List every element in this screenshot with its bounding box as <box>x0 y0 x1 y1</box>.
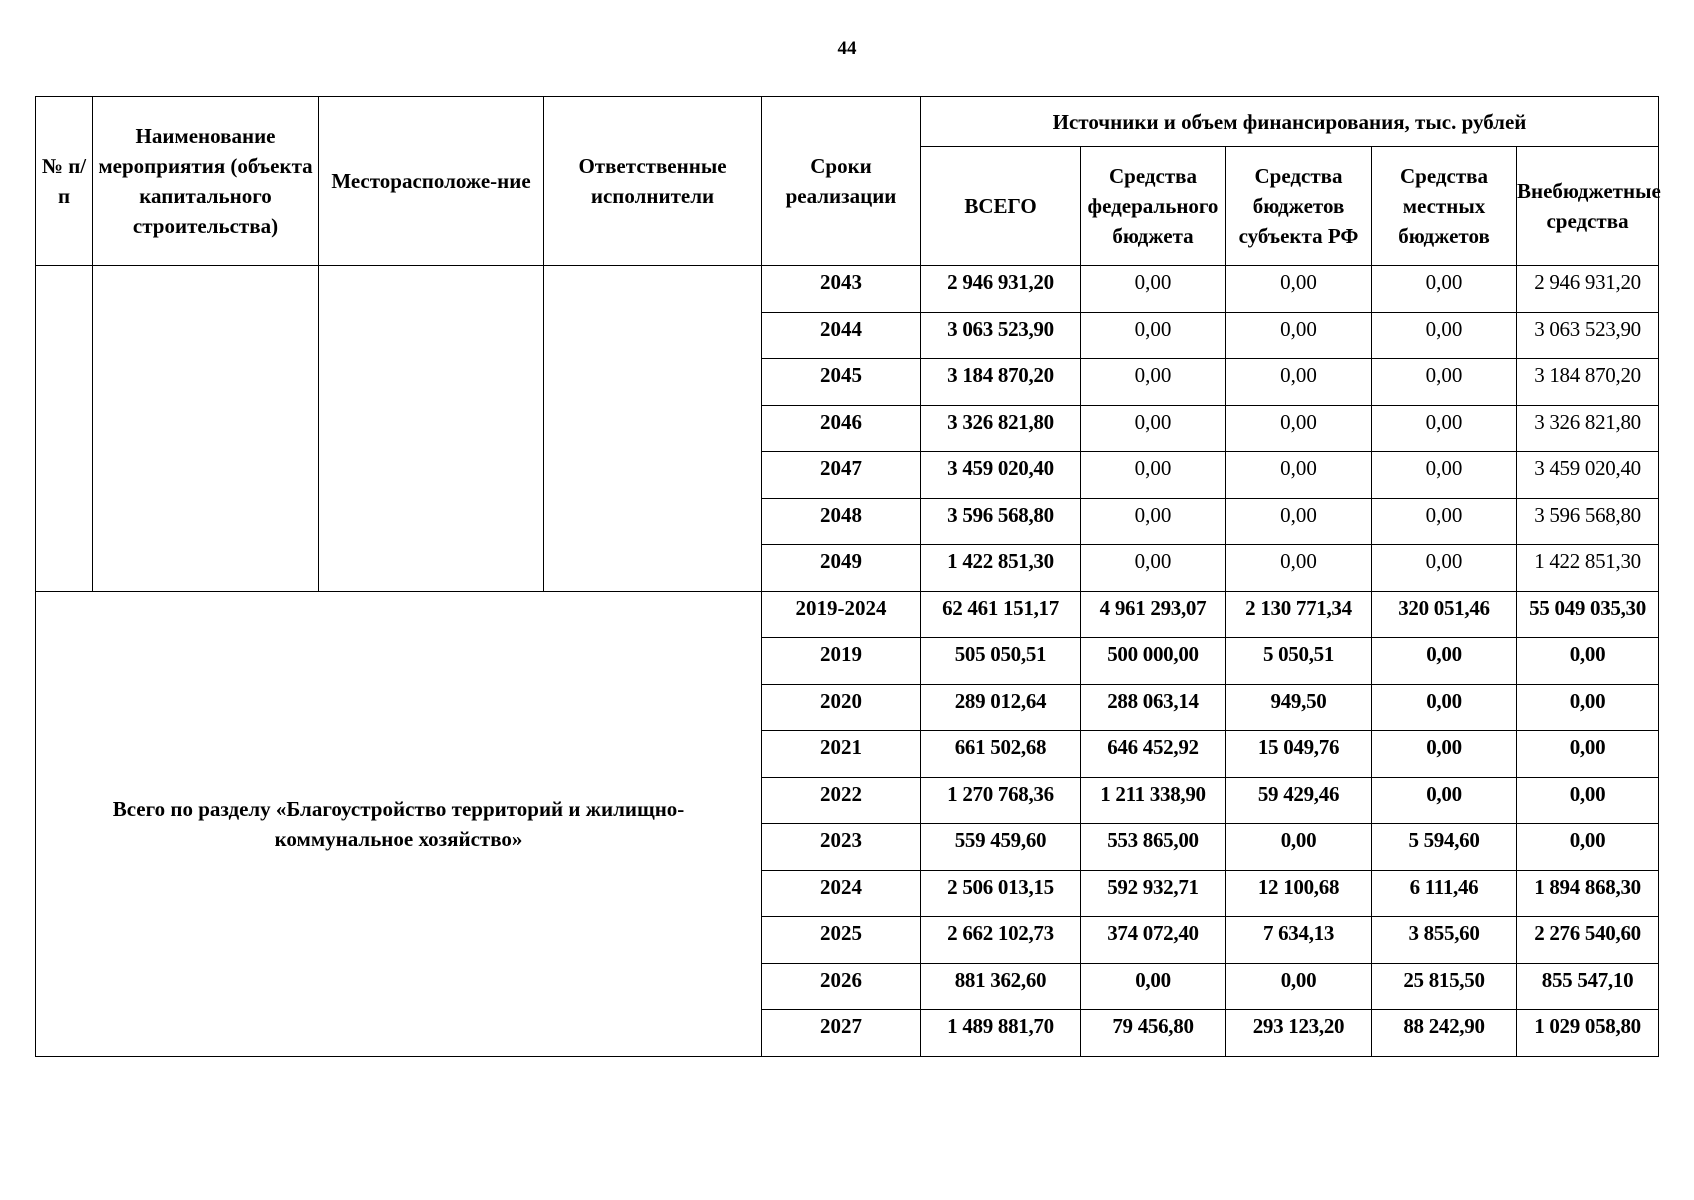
cell-year: 2026 <box>762 963 921 1010</box>
cell-local: 0,00 <box>1372 731 1517 778</box>
cell-regional: 0,00 <box>1226 266 1372 313</box>
table-row <box>36 591 1659 638</box>
cell-federal: 0,00 <box>1081 405 1226 452</box>
cell-local: 0,00 <box>1372 405 1517 452</box>
cell-federal: 0,00 <box>1081 498 1226 545</box>
cell-federal: 0,00 <box>1081 266 1226 313</box>
header-period: Сроки реализации <box>762 97 921 266</box>
cell-regional: 0,00 <box>1226 824 1372 871</box>
header-num: № п/п <box>36 97 93 266</box>
cell-total: 2 506 013,15 <box>921 870 1081 917</box>
cell-local: 0,00 <box>1372 312 1517 359</box>
cell-year: 2021 <box>762 731 921 778</box>
cell-extra: 2 276 540,60 <box>1517 917 1659 964</box>
cell-year: 2024 <box>762 870 921 917</box>
cell-local: 0,00 <box>1372 638 1517 685</box>
cell-federal: 0,00 <box>1081 359 1226 406</box>
cell-total: 1 270 768,36 <box>921 777 1081 824</box>
cell-extra: 3 459 020,40 <box>1517 452 1659 499</box>
cell-extra: 1 422 851,30 <box>1517 545 1659 592</box>
cell-name-empty <box>93 266 319 592</box>
cell-federal: 646 452,92 <box>1081 731 1226 778</box>
page-number: 44 <box>837 38 857 59</box>
cell-extra: 55 049 035,30 <box>1517 591 1659 638</box>
cell-regional: 59 429,46 <box>1226 777 1372 824</box>
cell-extra: 0,00 <box>1517 824 1659 871</box>
cell-total: 3 063 523,90 <box>921 312 1081 359</box>
header-name: Наименование мероприятия (объекта капитального строительства) <box>93 97 319 266</box>
cell-regional: 0,00 <box>1226 405 1372 452</box>
cell-total: 62 461 151,17 <box>921 591 1081 638</box>
cell-year: 2046 <box>762 405 921 452</box>
cell-location-empty <box>319 266 544 592</box>
header-federal: Средства федерального бюджета <box>1081 147 1226 266</box>
section-total-label: Всего по разделу «Благоустройство территорий и жилищно-коммунальное хозяйство» <box>36 591 762 1056</box>
cell-year: 2045 <box>762 359 921 406</box>
cell-federal: 0,00 <box>1081 452 1226 499</box>
cell-total: 505 050,51 <box>921 638 1081 685</box>
cell-regional: 15 049,76 <box>1226 731 1372 778</box>
cell-year: 2049 <box>762 545 921 592</box>
cell-federal: 0,00 <box>1081 963 1226 1010</box>
cell-total: 559 459,60 <box>921 824 1081 871</box>
cell-total: 881 362,60 <box>921 963 1081 1010</box>
cell-extra: 3 326 821,80 <box>1517 405 1659 452</box>
cell-federal: 553 865,00 <box>1081 824 1226 871</box>
header-responsible: Ответственные исполнители <box>544 97 762 266</box>
table-header <box>36 97 1659 266</box>
cell-federal: 79 456,80 <box>1081 1010 1226 1057</box>
cell-regional: 0,00 <box>1226 452 1372 499</box>
table-row <box>36 266 1659 313</box>
cell-regional: 949,50 <box>1226 684 1372 731</box>
cell-total: 289 012,64 <box>921 684 1081 731</box>
cell-regional: 2 130 771,34 <box>1226 591 1372 638</box>
cell-extra: 3 184 870,20 <box>1517 359 1659 406</box>
header-financing-group: Источники и объем финансирования, тыс. рублей <box>921 97 1659 147</box>
cell-extra: 0,00 <box>1517 731 1659 778</box>
cell-year: 2027 <box>762 1010 921 1057</box>
cell-regional: 7 634,13 <box>1226 917 1372 964</box>
cell-local: 0,00 <box>1372 498 1517 545</box>
cell-regional: 0,00 <box>1226 963 1372 1010</box>
cell-extra: 2 946 931,20 <box>1517 266 1659 313</box>
cell-total: 1 489 881,70 <box>921 1010 1081 1057</box>
cell-total: 3 596 568,80 <box>921 498 1081 545</box>
cell-federal: 0,00 <box>1081 312 1226 359</box>
cell-total: 3 326 821,80 <box>921 405 1081 452</box>
cell-local: 0,00 <box>1372 266 1517 313</box>
cell-federal: 288 063,14 <box>1081 684 1226 731</box>
cell-federal: 374 072,40 <box>1081 917 1226 964</box>
cell-year: 2022 <box>762 777 921 824</box>
header-local: Средства местных бюджетов <box>1372 147 1517 266</box>
cell-year: 2019-2024 <box>762 591 921 638</box>
cell-regional: 12 100,68 <box>1226 870 1372 917</box>
cell-regional: 0,00 <box>1226 545 1372 592</box>
cell-local: 3 855,60 <box>1372 917 1517 964</box>
cell-year: 2025 <box>762 917 921 964</box>
cell-federal: 1 211 338,90 <box>1081 777 1226 824</box>
cell-federal: 500 000,00 <box>1081 638 1226 685</box>
cell-regional: 0,00 <box>1226 359 1372 406</box>
cell-federal: 0,00 <box>1081 545 1226 592</box>
cell-extra: 0,00 <box>1517 638 1659 685</box>
cell-extra: 3 063 523,90 <box>1517 312 1659 359</box>
header-regional: Средства бюджетов субъекта РФ <box>1226 147 1372 266</box>
financing-table <box>35 96 1659 1057</box>
cell-federal: 592 932,71 <box>1081 870 1226 917</box>
cell-local: 320 051,46 <box>1372 591 1517 638</box>
header-location: Месторасположе-ние <box>319 97 544 266</box>
cell-regional: 0,00 <box>1226 312 1372 359</box>
cell-total: 661 502,68 <box>921 731 1081 778</box>
cell-total: 2 946 931,20 <box>921 266 1081 313</box>
header-total: ВСЕГО <box>921 147 1081 266</box>
cell-year: 2047 <box>762 452 921 499</box>
cell-extra: 1 894 868,30 <box>1517 870 1659 917</box>
cell-local: 0,00 <box>1372 777 1517 824</box>
cell-num-empty <box>36 266 93 592</box>
cell-regional: 0,00 <box>1226 498 1372 545</box>
cell-year: 2044 <box>762 312 921 359</box>
cell-extra: 855 547,10 <box>1517 963 1659 1010</box>
cell-extra: 1 029 058,80 <box>1517 1010 1659 1057</box>
cell-local: 6 111,46 <box>1372 870 1517 917</box>
cell-extra: 3 596 568,80 <box>1517 498 1659 545</box>
cell-total: 3 459 020,40 <box>921 452 1081 499</box>
cell-year: 2020 <box>762 684 921 731</box>
cell-total: 3 184 870,20 <box>921 359 1081 406</box>
cell-federal: 4 961 293,07 <box>1081 591 1226 638</box>
cell-year: 2023 <box>762 824 921 871</box>
cell-regional: 293 123,20 <box>1226 1010 1372 1057</box>
cell-total: 2 662 102,73 <box>921 917 1081 964</box>
cell-total: 1 422 851,30 <box>921 545 1081 592</box>
cell-local: 0,00 <box>1372 545 1517 592</box>
header-extra: Внебюджетные средства <box>1517 147 1659 266</box>
cell-year: 2043 <box>762 266 921 313</box>
cell-year: 2048 <box>762 498 921 545</box>
cell-year: 2019 <box>762 638 921 685</box>
cell-local: 0,00 <box>1372 452 1517 499</box>
cell-extra: 0,00 <box>1517 777 1659 824</box>
cell-regional: 5 050,51 <box>1226 638 1372 685</box>
cell-local: 25 815,50 <box>1372 963 1517 1010</box>
cell-local: 88 242,90 <box>1372 1010 1517 1057</box>
cell-responsible-empty <box>544 266 762 592</box>
cell-local: 0,00 <box>1372 684 1517 731</box>
cell-extra: 0,00 <box>1517 684 1659 731</box>
cell-local: 5 594,60 <box>1372 824 1517 871</box>
table-body <box>36 266 1659 1057</box>
cell-local: 0,00 <box>1372 359 1517 406</box>
